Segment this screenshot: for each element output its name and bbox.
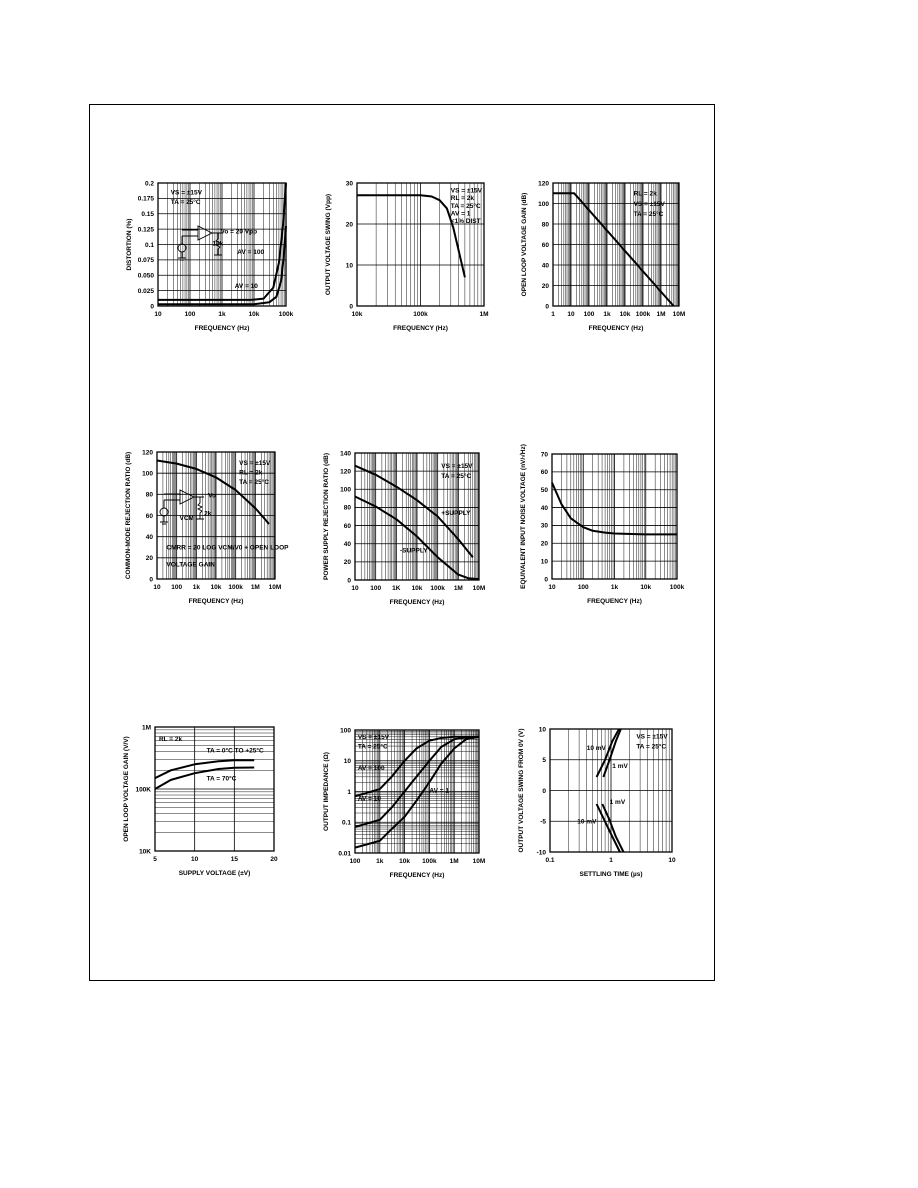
x-tick-label: 1k xyxy=(376,858,384,865)
annotation: 1 mV xyxy=(612,763,628,771)
y-tick-label: 50 xyxy=(540,487,548,495)
y-axis-label: OPEN LOOP VOLTAGE GAIN (V/V) xyxy=(123,736,130,842)
y-tick-label: 40 xyxy=(541,262,549,270)
y-tick-label: 10K xyxy=(139,848,151,856)
y-tick-label: 20 xyxy=(541,282,549,290)
x-tick-label: 1k xyxy=(610,584,619,591)
y-tick-label: 10 xyxy=(538,726,546,734)
annotation: AV = 10 xyxy=(234,283,258,291)
x-tick-label: 100 xyxy=(171,584,183,591)
y-tick-label: 120 xyxy=(340,468,351,476)
annotation: VS = ±15V xyxy=(636,733,668,741)
y-tick-label: 40 xyxy=(540,504,548,512)
chart-6 xyxy=(519,444,685,605)
annotation: TA = 25°C xyxy=(450,202,481,210)
y-axis-label: DISTORTION (%) xyxy=(126,218,133,271)
x-axis-label: FREQUENCY (Hz) xyxy=(389,599,445,606)
y-tick-label: 10 xyxy=(343,758,351,766)
x-tick-label: 0.1 xyxy=(545,857,555,864)
x-tick-label: 100k xyxy=(422,858,437,865)
y-tick-label: 5 xyxy=(542,757,546,765)
x-axis-label: FREQUENCY (Hz) xyxy=(188,598,244,605)
y-tick-label: 0.025 xyxy=(137,287,154,295)
annotation: TA = 25°C xyxy=(357,743,388,751)
annotation: VOLTAGE GAIN xyxy=(166,561,215,569)
y-axis-label: EQUIVALENT INPUT NOISE VOLTAGE (nV/√Hz) xyxy=(520,444,527,589)
annotation: VCM xyxy=(179,514,194,522)
x-tick-label: 15 xyxy=(230,856,238,863)
x-axis-label: FREQUENCY (Hz) xyxy=(587,598,642,605)
y-tick-label: 1M xyxy=(141,724,151,732)
x-tick-label: 10k xyxy=(411,585,423,592)
annotation: +SUPPLY xyxy=(441,510,471,518)
annotation: RL = 2k xyxy=(239,469,263,477)
annotation: AV = 1 xyxy=(429,787,449,795)
x-tick-label: 100 xyxy=(349,858,361,865)
y-tick-label: 100K xyxy=(135,786,151,794)
annotation: VS = ±15V xyxy=(170,189,202,197)
x-axis-label: SETTLING TIME (µs) xyxy=(579,871,643,878)
x-tick-label: 10k xyxy=(351,311,363,318)
x-axis-label: SUPPLY VOLTAGE (±V) xyxy=(178,870,251,877)
x-tick-label: 100k xyxy=(635,311,651,318)
chart-2 xyxy=(325,180,489,332)
chart-1 xyxy=(126,180,294,332)
y-tick-label: 0.1 xyxy=(144,241,154,249)
x-tick-label: 1M xyxy=(479,311,489,318)
annotation: Vo xyxy=(208,492,217,500)
y-tick-label: 60 xyxy=(541,241,549,249)
annotation: Vo = 20 Vpp xyxy=(220,228,258,236)
x-tick-label: 100k xyxy=(228,584,243,591)
x-tick-label: 10 xyxy=(351,585,359,592)
x-axis-label: FREQUENCY (Hz) xyxy=(389,872,445,879)
annotation: AV = 100 xyxy=(237,249,265,257)
annotation: 1 mV xyxy=(609,798,626,806)
y-tick-label: 1 xyxy=(347,788,351,796)
y-axis-label: POWER SUPPLY REJECTION RATIO (dB) xyxy=(323,452,330,581)
x-tick-label: 100 xyxy=(577,584,589,591)
x-tick-label: 100k xyxy=(430,585,445,592)
x-axis-label: FREQUENCY (Hz) xyxy=(393,325,448,332)
y-tick-label: 80 xyxy=(145,491,153,499)
y-tick-label: 0.125 xyxy=(137,226,154,234)
x-tick-label: 10k xyxy=(248,311,260,318)
x-tick-label: 100k xyxy=(278,311,294,318)
x-tick-label: 100 xyxy=(583,311,595,318)
y-tick-label: 0.01 xyxy=(338,850,351,858)
x-tick-label: 100k xyxy=(669,584,685,591)
x-tick-label: 10 xyxy=(154,311,162,318)
x-tick-label: 10k xyxy=(399,858,411,865)
y-tick-label: 0 xyxy=(149,576,153,584)
x-tick-label: 10 xyxy=(548,584,556,591)
y-tick-label: 20 xyxy=(540,540,548,548)
x-tick-label: 20 xyxy=(270,856,278,863)
annotation: VS = ±15V xyxy=(239,459,271,467)
chart-4 xyxy=(125,449,289,605)
x-tick-label: 1 xyxy=(609,857,613,864)
y-tick-label: -10 xyxy=(536,849,546,857)
annotation: TA = 0°C TO +25°C xyxy=(206,747,264,755)
annotation: RL = 2k xyxy=(450,195,474,203)
annotation: 10 mV xyxy=(586,744,606,752)
y-tick-label: 100 xyxy=(538,200,549,208)
y-tick-label: 0.2 xyxy=(144,180,154,188)
x-tick-label: 100 xyxy=(184,311,196,318)
y-tick-label: 80 xyxy=(541,221,549,229)
y-axis-label: OUTPUT IMPEDANCE (Ω) xyxy=(323,752,330,831)
annotation: RL = 2k xyxy=(633,190,657,198)
x-tick-label: 1k xyxy=(192,584,200,591)
annotation: VS = ±15V xyxy=(357,734,390,742)
x-tick-label: 5 xyxy=(153,856,157,863)
y-tick-label: 0.15 xyxy=(141,211,154,219)
y-tick-label: 40 xyxy=(145,533,153,541)
chart-8 xyxy=(323,727,485,879)
annotation: TA = 25°C xyxy=(636,743,667,751)
x-tick-label: 1M xyxy=(656,311,666,318)
y-tick-label: 30 xyxy=(345,180,353,188)
x-tick-label: 100 xyxy=(370,585,382,592)
x-tick-label: 10k xyxy=(210,584,222,591)
x-tick-label: 10M xyxy=(268,584,282,591)
y-axis-label: OUTPUT VOLTAGE SWING FROM 0V (V) xyxy=(518,728,525,853)
x-tick-label: 10k xyxy=(619,311,631,318)
annotation: RL = 2k xyxy=(158,735,183,743)
y-tick-label: 60 xyxy=(540,469,548,477)
y-tick-label: 0 xyxy=(150,303,154,311)
annotation: TA = 25°C xyxy=(441,472,472,480)
x-tick-label: 1k xyxy=(218,311,226,318)
y-tick-label: 140 xyxy=(340,450,351,458)
annotation: 2k xyxy=(204,510,212,518)
y-tick-label: 20 xyxy=(345,221,353,229)
x-tick-label: 10k xyxy=(640,584,652,591)
chart-3 xyxy=(521,180,685,332)
x-tick-label: 10 xyxy=(191,856,199,863)
y-tick-label: 10 xyxy=(540,558,548,566)
y-tick-label: 0.175 xyxy=(137,195,154,203)
y-axis-label: OUTPUT VOLTAGE SWING (Vpp) xyxy=(325,193,332,296)
chart-5 xyxy=(323,450,485,606)
y-tick-label: 100 xyxy=(142,470,153,478)
y-axis-label: OPEN LOOP VOLTAGE GAIN (dB) xyxy=(521,192,528,297)
x-tick-label: 100k xyxy=(413,311,428,318)
x-tick-label: 10M xyxy=(472,858,486,865)
y-tick-label: 0 xyxy=(542,787,546,795)
x-tick-label: 10 xyxy=(668,857,676,864)
y-tick-label: 0.075 xyxy=(137,257,154,265)
y-tick-label: 0 xyxy=(545,303,549,311)
y-tick-label: 0 xyxy=(347,577,351,585)
x-tick-label: 10M xyxy=(472,585,486,592)
annotation: -SUPPLY xyxy=(399,547,428,555)
x-axis-label: FREQUENCY (Hz) xyxy=(194,325,250,332)
chart-9 xyxy=(518,726,676,878)
x-tick-label: 10 xyxy=(153,584,161,591)
y-tick-label: 80 xyxy=(343,504,351,512)
series-line-1 xyxy=(155,760,254,778)
y-tick-label: 0 xyxy=(544,576,548,584)
y-tick-label: 30 xyxy=(540,522,548,530)
x-axis-label: FREQUENCY (Hz) xyxy=(588,325,644,332)
y-tick-label: 0 xyxy=(349,303,353,311)
y-tick-label: 70 xyxy=(540,451,548,459)
y-tick-label: 10 xyxy=(345,262,353,270)
y-tick-label: 60 xyxy=(145,512,153,520)
y-axis-label: COMMON-MODE REJECTION RATIO (dB) xyxy=(125,451,132,580)
annotation: TA = 25°C xyxy=(239,478,270,486)
y-tick-label: 120 xyxy=(142,449,153,457)
series-line-3 xyxy=(355,737,479,848)
annotation: AV = 10 xyxy=(357,795,382,803)
y-tick-label: 60 xyxy=(343,522,351,530)
annotation: 10 mV xyxy=(577,818,597,826)
annotation: TA = 25°C xyxy=(170,198,201,206)
y-tick-label: 100 xyxy=(340,727,351,735)
annotation: TA = 70°C xyxy=(206,775,237,783)
y-tick-label: -5 xyxy=(540,818,546,826)
x-tick-label: 1K xyxy=(392,585,401,592)
annotation: AV = 100 xyxy=(357,764,385,772)
y-tick-label: 100 xyxy=(340,486,351,494)
x-tick-label: 1k xyxy=(603,311,611,318)
y-tick-label: 20 xyxy=(343,559,351,567)
y-tick-label: 120 xyxy=(538,180,549,188)
series-line-4 xyxy=(602,804,623,852)
annotation: VS = ±15V xyxy=(450,187,483,195)
y-tick-label: 40 xyxy=(343,541,351,549)
y-tick-label: 0.1 xyxy=(341,819,351,827)
y-tick-label: 20 xyxy=(145,555,153,563)
annotation: <1% DIST xyxy=(450,218,481,226)
annotation: TA = 25°C xyxy=(633,211,664,219)
annotation: 10k xyxy=(212,240,224,248)
annotation: VS = ±15V xyxy=(441,463,473,470)
x-tick-label: 10 xyxy=(567,311,575,318)
annotation: VS = ±15V xyxy=(633,200,665,208)
y-tick-label: 0.050 xyxy=(137,272,154,280)
annotation: AV = 1 xyxy=(450,210,471,218)
annotation: CMRR = 20 LOG VCM/V0 + OPEN LOOP xyxy=(166,544,289,552)
x-tick-label: 1M xyxy=(449,858,459,865)
x-tick-label: 1M xyxy=(250,584,260,591)
x-tick-label: 1M xyxy=(453,585,463,592)
x-tick-label: 10M xyxy=(672,311,686,318)
chart-7 xyxy=(123,724,278,877)
x-tick-label: 1 xyxy=(551,311,555,318)
